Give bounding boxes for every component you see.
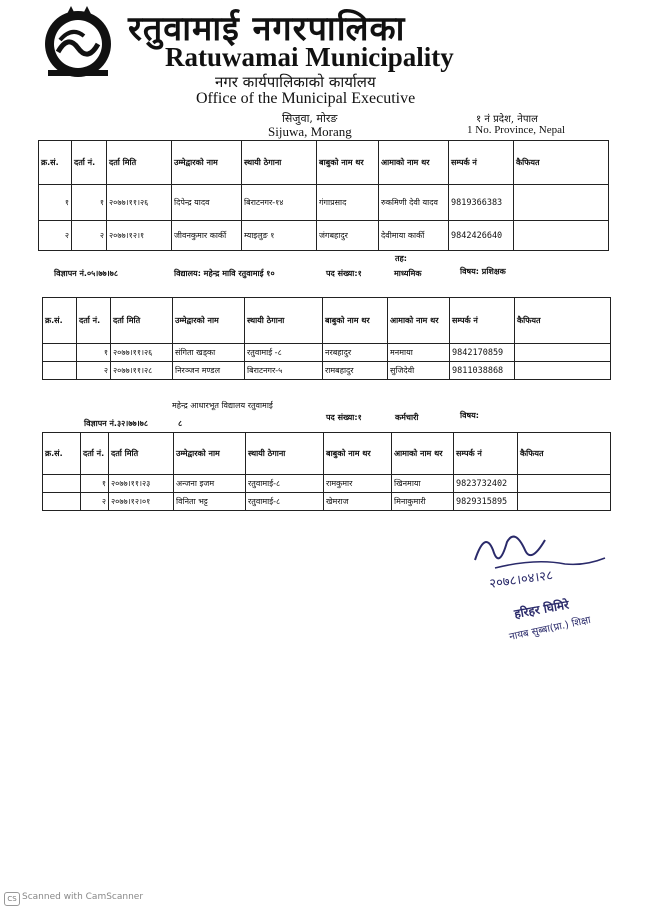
col-mother-name: आमाको नाम थर [388, 298, 450, 344]
cell-serial [43, 344, 77, 362]
col-contact: सम्पर्क नं [454, 433, 518, 475]
cell-serial [43, 362, 77, 380]
subject: विषय: प्रशिक्षक [460, 267, 506, 276]
staff-label: कर्मचारी [395, 413, 419, 422]
post-count-3: पद संख्या:१ [326, 413, 362, 422]
cell-serial [43, 493, 81, 511]
col-address: स्थायी ठेगाना [242, 141, 317, 185]
col-remarks: कैफियत [515, 298, 611, 344]
signatory-title: नायब सुब्बा(प्रा.) शिक्षा [508, 614, 592, 643]
cell-reg-date: २०७७।१२।०१ [109, 493, 174, 511]
col-father-name: बाबुको नाम थर [317, 141, 379, 185]
cell-remarks [515, 344, 611, 362]
cell-candidate-name: निरञ्जन मण्डल [173, 362, 245, 380]
cell-father-name: गंगाप्रसाद [317, 185, 379, 221]
cell-mother-name: मिनाकुमारी [392, 493, 454, 511]
col-candidate-name: उम्मेद्वारको नाम [174, 433, 246, 475]
col-reg-no: दर्ता नं. [81, 433, 109, 475]
municipality-title-en: Ratuwamai Municipality [165, 42, 454, 72]
cell-mother-name: खिनमाया [392, 475, 454, 493]
table-row [43, 475, 611, 493]
cell-father-name: खेमराज [324, 493, 392, 511]
col-reg-date: दर्ता मिति [107, 141, 172, 185]
table-row [43, 344, 611, 362]
municipality-emblem-logo [38, 4, 118, 80]
col-mother-name: आमाको नाम थर [379, 141, 449, 185]
cell-father-name: नरबहादुर [323, 344, 388, 362]
office-title-en: Office of the Municipal Executive [196, 90, 416, 107]
cell-serial: १ [39, 185, 72, 221]
col-reg-date: दर्ता मिति [109, 433, 174, 475]
cell-candidate-name: संगिता खड्का [173, 344, 245, 362]
location-np: सिजुवा, मोरङ [282, 112, 338, 125]
col-address: स्थायी ठेगाना [246, 433, 324, 475]
cell-father-name: रामबहादुर [323, 362, 388, 380]
school-name: विद्यालय: महेन्द्र मावि रतुवामाई १० [174, 269, 275, 278]
cell-reg-no: १ [77, 344, 111, 362]
table-row [39, 185, 609, 221]
cell-address: म्याइलुङ १ [242, 221, 317, 251]
cell-reg-no: २ [72, 221, 107, 251]
col-reg-no: दर्ता नं. [72, 141, 107, 185]
cell-candidate-name: दिपेन्द्र यादव [172, 185, 242, 221]
cell-reg-date: २०७७।११।२६ [111, 344, 173, 362]
table-header-row [43, 298, 611, 344]
table-row [43, 362, 611, 380]
col-serial: क्र.सं. [39, 141, 72, 185]
cell-reg-date: २०७७।११।२६ [107, 185, 172, 221]
subject-3: विषय: [460, 411, 479, 420]
cell-contact: 9842170859 [450, 344, 515, 362]
cell-remarks [514, 221, 609, 251]
ward-number: ८ [178, 419, 183, 428]
table-header-row [39, 141, 609, 185]
province-np: १ नं प्रदेश, नेपाल [476, 114, 538, 125]
cell-address: रतुवामाई-८ [246, 493, 324, 511]
cell-address: रतुवामाई -८ [245, 344, 323, 362]
cell-contact: 9823732402 [454, 475, 518, 493]
post-count: पद संख्या:१ [326, 269, 362, 278]
cell-remarks [514, 185, 609, 221]
cell-remarks [515, 362, 611, 380]
cell-reg-date: २०७७।१२।१ [107, 221, 172, 251]
candidates-table-1 [38, 140, 609, 251]
col-remarks: कैफियत [514, 141, 609, 185]
col-father-name: बाबुको नाम थर [324, 433, 392, 475]
cell-address: बिराटनगर-५ [245, 362, 323, 380]
cell-reg-no: २ [77, 362, 111, 380]
cell-reg-date: २०७७।११।२३ [109, 475, 174, 493]
col-serial: क्र.सं. [43, 298, 77, 344]
cell-address: बिराटनगर-१४ [242, 185, 317, 221]
cell-remarks [518, 493, 611, 511]
cell-candidate-name: जीवनकुमार कार्की [172, 221, 242, 251]
col-father-name: बाबुको नाम थर [323, 298, 388, 344]
cell-reg-no: २ [81, 493, 109, 511]
office-title-np: नगर कार्यपालिकाको कार्यालय [215, 73, 376, 91]
cell-mother-name: रुकमिणी देवी यादव [379, 185, 449, 221]
cell-father-name: जंगबहादुर [317, 221, 379, 251]
cell-father-name: रामकुमार [324, 475, 392, 493]
signature-date: २०७८।०४।२८ [488, 568, 554, 592]
col-serial: क्र.सं. [43, 433, 81, 475]
col-mother-name: आमाको नाम थर [392, 433, 454, 475]
cell-address: रतुवामाई-८ [246, 475, 324, 493]
cell-mother-name: सुजिदेवी [388, 362, 450, 380]
province-en: 1 No. Province, Nepal [467, 124, 566, 136]
cell-mother-name: देवीमाया कार्की [379, 221, 449, 251]
col-address: स्थायी ठेगाना [245, 298, 323, 344]
cell-mother-name: मनमाया [388, 344, 450, 362]
col-reg-no: दर्ता नं. [77, 298, 111, 344]
cell-contact: 9829315895 [454, 493, 518, 511]
col-contact: सम्पर्क नं [449, 141, 514, 185]
col-candidate-name: उम्मेद्वारको नाम [173, 298, 245, 344]
advertisement-number: विज्ञापन नं.०५।७७।७८ [54, 269, 118, 278]
cell-serial [43, 475, 81, 493]
table-row [39, 221, 609, 251]
cell-serial: २ [39, 221, 72, 251]
table-row [43, 493, 611, 511]
location-en: Sijuwa, Morang [268, 124, 352, 139]
camscanner-icon: CS [4, 892, 20, 906]
scanner-watermark: Scanned with CamScanner [22, 892, 144, 902]
col-candidate-name: उम्मेद्वारको नाम [172, 141, 242, 185]
col-reg-date: दर्ता मिति [111, 298, 173, 344]
table-header-row [43, 433, 611, 475]
signatory-name: हरिहर घिमिरे [513, 597, 570, 621]
col-contact: सम्पर्क नं [450, 298, 515, 344]
level-value: माध्यमिक [394, 269, 422, 278]
cell-contact: 9811038868 [450, 362, 515, 380]
cell-candidate-name: अन्जना इजम [174, 475, 246, 493]
level-label: तह: [395, 254, 408, 263]
school-name-3: महेन्द्र आधारभूत विद्यालय रतुवामाई [172, 401, 273, 410]
cell-candidate-name: विनिता भट्ट [174, 493, 246, 511]
candidates-table-3 [42, 432, 611, 511]
col-remarks: कैफियत [518, 433, 611, 475]
cell-contact: 9819366383 [449, 185, 514, 221]
candidates-table-2 [42, 297, 611, 380]
signature-stamp [455, 520, 635, 650]
cell-remarks [518, 475, 611, 493]
cell-reg-no: १ [72, 185, 107, 221]
advertisement-number-3: विज्ञापन नं.३२।७७।७८ [84, 419, 148, 428]
cell-reg-date: २०७७।११।२८ [111, 362, 173, 380]
municipality-title-np: रतुवामाई नगरपालिका [128, 9, 406, 49]
cell-contact: 9842426640 [449, 221, 514, 251]
cell-reg-no: १ [81, 475, 109, 493]
